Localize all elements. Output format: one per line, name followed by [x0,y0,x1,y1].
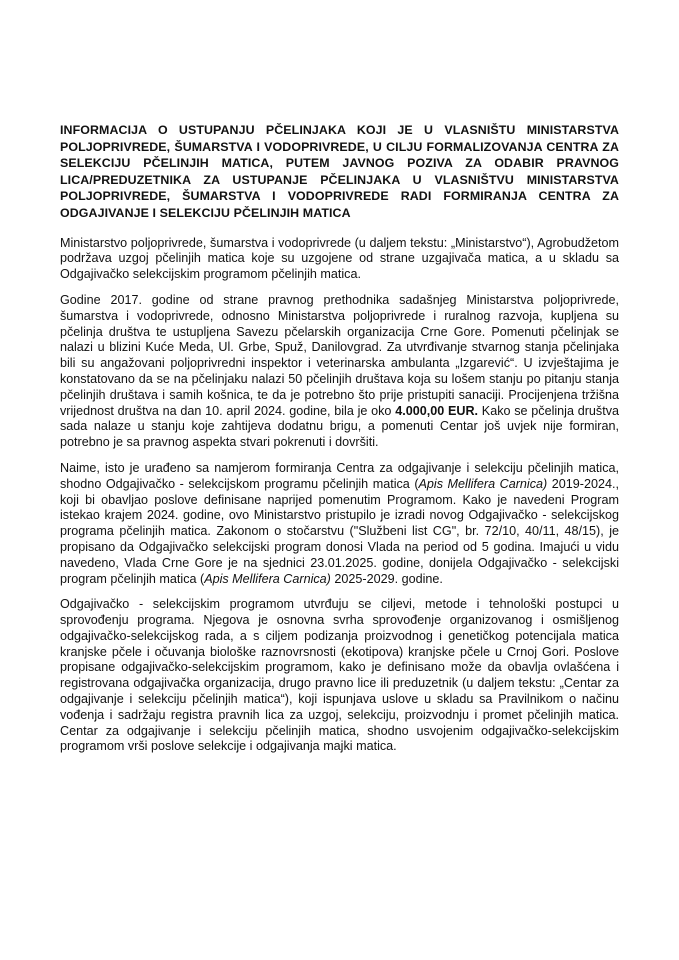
paragraph-3-text-b: 2019-2024., koji bi obavljao poslove definisane naprijed pomenutim Programom. Kako je navedeni Program istekao krajem 2024. godine, ovo Ministarstvo pristupilo je izradi novog Odgajivačko - selekcijskog programa pčelinjih matica. Zakonom o stočarstvu ("Službeni list CG", br. 72/10, 40/11, 48/15), je propisano da Odgajivačko selekcijski program donosi Vlada na period od 5 godina. Imajući u vidu navedeno, Vlada Crne Gore je na sjednici 23.01.2025. godine, donijela Odgajivačko - selekcijski program pčelinjih matica ( [60,476,619,586]
paragraph-3-text-c: 2025-2029. godine. [334,571,443,586]
paragraph-1: Ministarstvo poljoprivrede, šumarstva i vodoprivrede (u daljem tekstu: „Ministarstvo“), Agrobudžetom podržava uzgoj pčelinjih matica koje su uzgojene od strane uzgajivača matica, a u skladu sa Odgajivačko selekcijskim programom pčelinjih matica. [60,235,619,282]
paragraph-3 [60,461,619,587]
paragraph-4: Odgajivačko - selekcijskim programom utvrđuju se ciljevi, metode i tehnološki postupci u sprovođenju programa. Njegova je osnovna svrha sprovođenje organizovanog i osmišljenog odgajivačko-selekcijskog rada, a s ciljem podizanja proizvodnog i genetičkog potencijala matica kranjske pčele i očuvanja biološke raznovrsnosti (ekotipova) kranjske pčele u Crnoj Gori. Poslove propisane odgajivačko-selekcijskim programom, kako je definisano može da obavlja ovlašćena i registrovana odgajivačka organizacija, drugo pravno lice ili preduzetnik (u daljem tekstu: „Centar za odgajivanje i selekciju pčelinjih matica“), koji ispunjava uslove u skladu sa Pravilnikom o načinu vođenja i sadržaju registra pravnih lica za uzgoj, selekciju, proizvodnju i promet pčelinjih matica. Centar za odgajivanje i selekciju pčelinjih matica, shodno usvojenim odgajivačko-selekcijskim programom vrši poslove selekcije i odgajivanja majki matica. [60,597,619,754]
document-title: INFORMACIJA O USTUPANJU PČELINJAKA KOJI JE U VLASNIŠTU MINISTARSTVA POLJOPRIVREDE, ŠUMARSTVA I VODOPRIVREDE, U CILJU FORMALIZOVANJA CENTRA ZA SELEKCIJU PČELINJIH MATICA, PUTEM JAVNOG POZIVA ZA ODABIR PRAVNOG LICA/PREDUZETNIKA ZA USTUPANJE PČELINJAKA U VLASNIŠTVU MINISTARSTVA POLJOPRIVREDE, ŠUMARSTVA I VODOPRIVREDE RADI FORMIRANJA CENTRA ZA ODGAJIVANJE I SELEKCIJU PČELINJIH MATICA [60,123,619,220]
paragraph-2-amount: 4.000,00 EUR. [395,403,479,418]
paragraph-3-species-2: Apis Mellifera Carnica) [204,571,331,586]
paragraph-3-text-a: Naime, isto je urađeno sa namjerom formiranja Centra za odgajivanje i selekciju pčelinjih matica, shodno Odgajivačko - selekcijskom programu pčelinjih matica ( [60,460,619,491]
paragraph-2-text-b: Kako se pčelinja društva sada nalaze u stanju koje zahtijeva dodatnu brigu, a pomenuti Centar još uvjek nije formiran, potrebno je sa pravnog aspekta stvari pokrenuti i dovršiti. [60,403,620,450]
paragraph-2 [60,293,619,451]
paragraph-3-species-1: Apis Mellifera Carnica) [418,476,548,491]
paragraph-2-text-a: Godine 2017. godine od strane pravnog prethodnika sadašnjeg Ministarstva poljoprivrede, šumarstva i vodoprivrede, odnosno Ministarstva poljoprivrede i ruralnog razvoja, kupljena su pčelinja društva te ustupljena Savezu pčelarskih organizacija Crne Gore. Pomenuti pčelinjak se nalazi u blizini Kuće Meda, Ul. Grbe, Spuž, Danilovgrad. Za utvrđivanje stvarnog stanja pčelinjaka bili su angažovani poljoprivredni inspektor i veterinarska ambulanta „Izgarević“. U izvještajima je konstatovano da se na pčelinjaku nalazi 50 pčelinjih društava koja su lošem stanju po pitanju stanja pčelinjih društava i samih košnica, te da je potrebno što prije pristupiti sanaciji. Procijenjena tržišna vrijednost društva na dan 10. april 2024. godine, bila je oko [60,292,619,418]
